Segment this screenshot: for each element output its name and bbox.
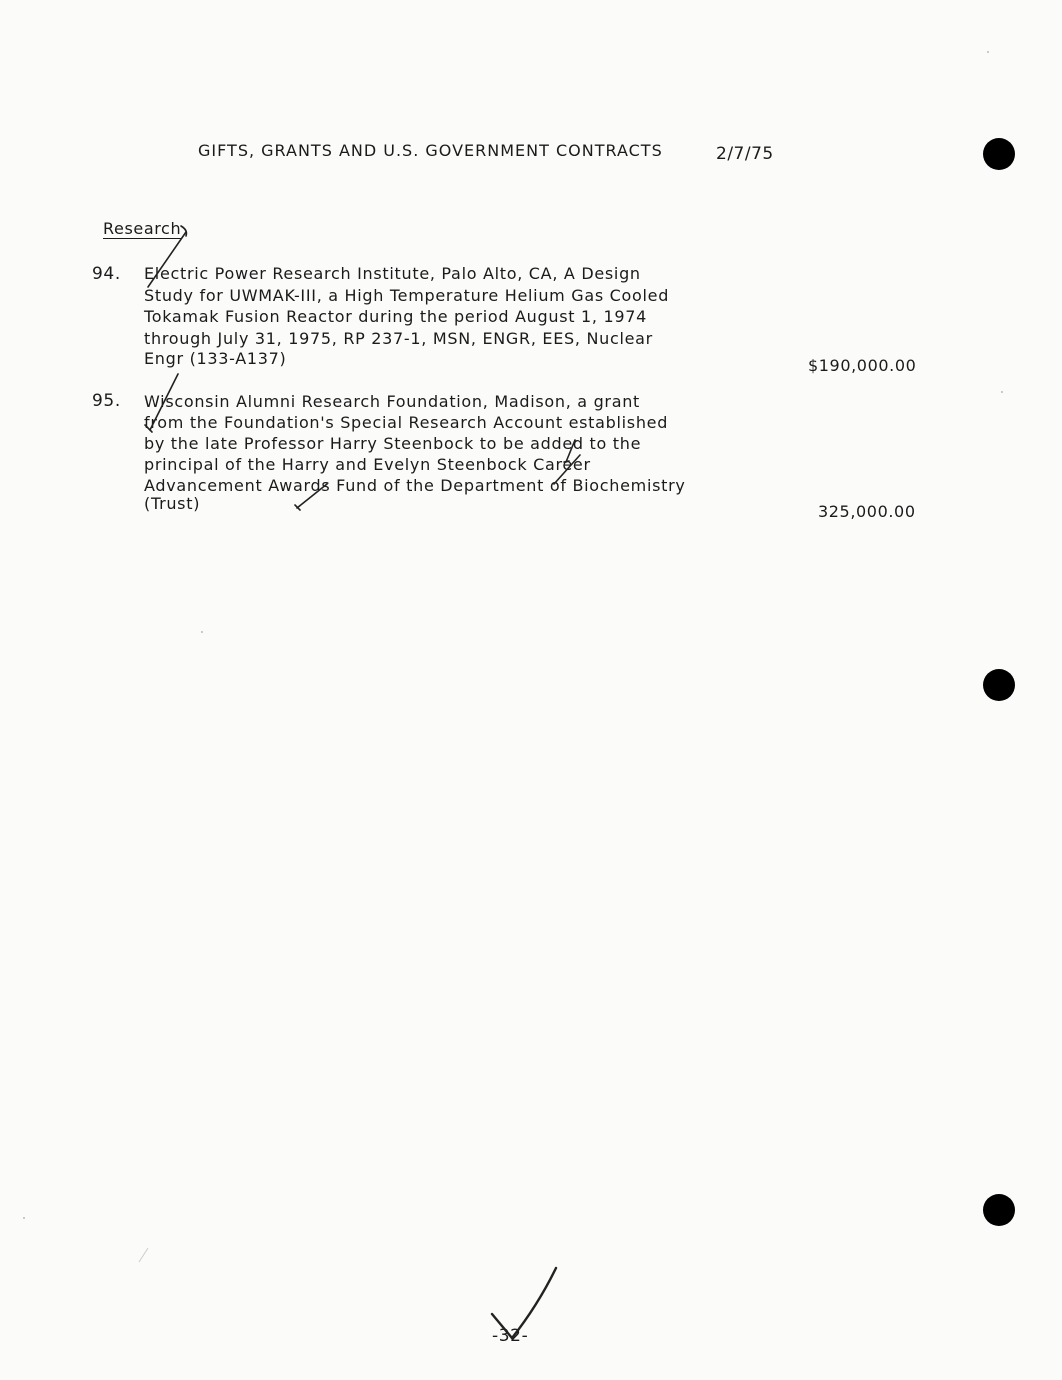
item-text-line: through July 31, 1975, RP 237-1, MSN, ENGR, EES, Nuclear: [144, 329, 653, 348]
item-text-line: (Trust): [144, 494, 201, 513]
item-text-line: Engr (133-A137): [144, 349, 287, 368]
item-text-line: Study for UWMAK-III, a High Temperature Helium Gas Cooled: [144, 286, 670, 305]
check-mark: [564, 461, 569, 462]
check-mark: [512, 1268, 556, 1338]
check-mark: [148, 232, 186, 287]
check-mark: [150, 374, 178, 430]
document-date: 2/7/75: [716, 144, 774, 164]
check-mark: [297, 484, 327, 508]
section-heading: Research: [103, 219, 182, 238]
item-text-line: Advancement Awards Fund of the Department of Biochemistry: [144, 476, 686, 495]
item-amount: $190,000.00: [808, 356, 917, 375]
item-text-line: by the late Professor Harry Steenbock to be added to the: [144, 434, 642, 453]
check-mark: [492, 1314, 512, 1338]
item-text-line: principal of the Harry and Evelyn Steenbock Career: [144, 455, 591, 474]
item-amount: 325,000.00: [818, 502, 916, 521]
item-text-line: Wisconsin Alumni Research Foundation, Madison, a grant: [144, 392, 641, 411]
check-mark: [566, 440, 575, 462]
document-title: GIFTS, GRANTS AND U.S. GOVERNMENT CONTRACTS: [198, 141, 663, 160]
item-number: 95.: [92, 391, 121, 411]
item-text-line: Tokamak Fusion Reactor during the period August 1, 1974: [144, 307, 647, 326]
item-text-line: Electric Power Research Institute, Palo Alto, CA, A Design: [144, 264, 641, 283]
item-number: 94.: [92, 264, 121, 284]
item-text-line: from the Foundation's Special Research Account established: [144, 413, 669, 432]
page-number: -32-: [492, 1326, 529, 1346]
